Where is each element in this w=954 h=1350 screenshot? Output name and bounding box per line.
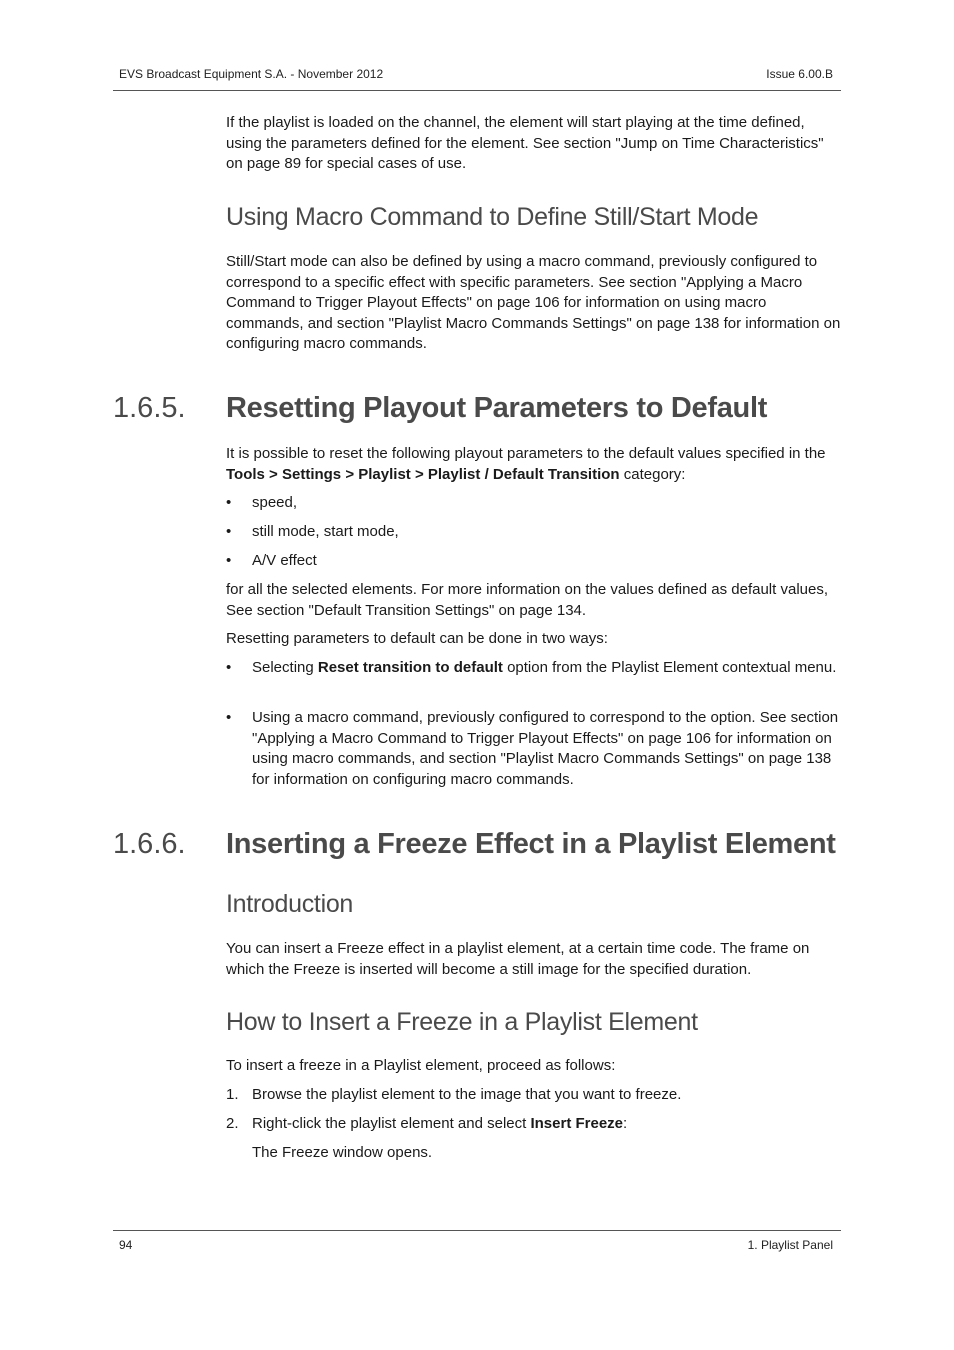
bullet-icon: • <box>226 709 232 726</box>
footer-chapter: 1. Playlist Panel <box>747 1238 833 1252</box>
reset-paragraph-2: for all the selected elements. For more information on the values defined as default values, See section "Default Transition Settings" on page 134. <box>226 581 828 619</box>
heading-introduction: Introduction <box>226 890 354 918</box>
bullet-icon: • <box>226 552 232 569</box>
section-title-165: Resetting Playout Parameters to Default <box>226 392 768 424</box>
reset-transition-option: Reset transition to default <box>317 659 503 676</box>
header-document-info: EVS Broadcast Equipment S.A. - November 2012 <box>119 67 384 81</box>
footer-rule <box>113 1230 841 1231</box>
bullet-icon: • <box>226 494 232 511</box>
introduction-paragraph: You can insert a Freeze effect in a playlist element, at a certain time code. The frame on which the Freeze is inserted will become a still image for the specified duration. <box>226 940 810 978</box>
heading-macro-command: Using Macro Command to Define Still/Start Mode <box>226 203 759 231</box>
section-title-166: Inserting a Freeze Effect in a Playlist Element <box>226 828 836 860</box>
section-number-165: 1.6.5. <box>113 392 186 424</box>
bullet-icon: • <box>226 523 232 540</box>
reset-paragraph-3: Resetting parameters to default can be done in two ways: <box>226 630 608 647</box>
heading-how-to-insert: How to Insert a Freeze in a Playlist Element <box>226 1008 698 1036</box>
page-number: 94 <box>119 1238 133 1252</box>
step-number: 1. <box>226 1086 239 1103</box>
header-issue: Issue 6.00.B <box>766 67 833 81</box>
insert-freeze-command: Insert Freeze <box>530 1115 624 1132</box>
macro-paragraph: Still/Start mode can also be defined by using a macro command, previously configured to correspond to a specific effect with specific parameters. See section "Applying a Macro Command to Trigger Playout Effects" on page 106 for information on using macro commands, and section "Playlist Macro Commands Settings" on page 138 for information on configuring macro commands. <box>226 253 841 352</box>
howto-lead: To insert a freeze in a Playlist element, proceed as follows: <box>226 1057 616 1074</box>
step-number: 2. <box>226 1115 239 1132</box>
reset-intro-paragraph: It is possible to reset the following playout parameters to the default values specified in the Tools > Settings > Playlist > Playlist / Default Transition category: <box>226 445 826 483</box>
intro-paragraph: If the playlist is loaded on the channel, the element will start playing at the time defined, using the parameters defined for the element. See section "Jump on Time Characteristics" on page 89 for special cases of use. <box>226 114 824 172</box>
section-number-166: 1.6.6. <box>113 828 186 860</box>
bullet-icon: • <box>226 659 232 676</box>
settings-path: Tools > Settings > Playlist > Playlist / Default Transition <box>226 465 620 483</box>
header-rule <box>113 90 841 91</box>
